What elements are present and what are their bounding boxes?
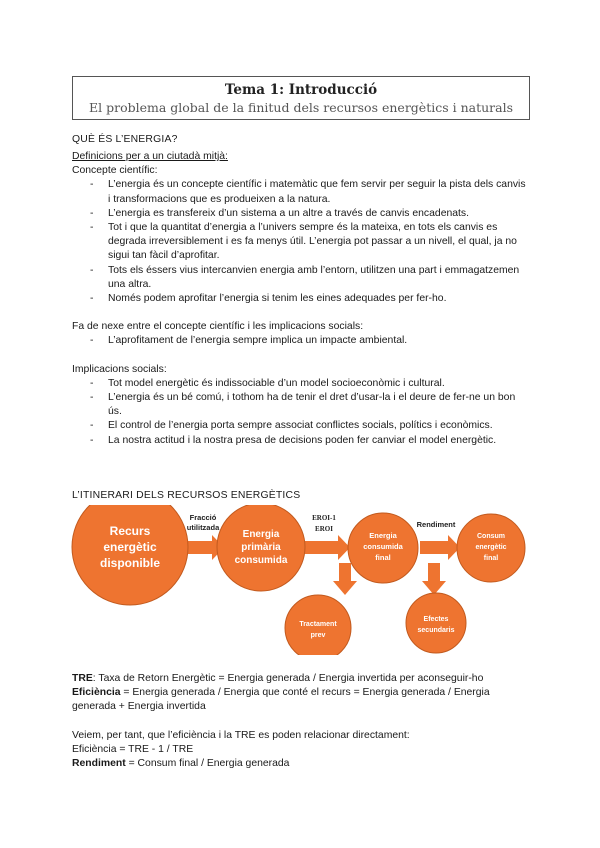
list-item: - Tot model energètic és indissociable d’un model socioeconòmic i cultural. [72,377,528,391]
title-box [72,76,530,120]
page-title: Tema 1: Introducció [224,82,378,98]
efficiency-tre-formula: Eficiència = TRE - 1 / TRE [72,743,194,755]
list-item: - Tot i que la quantitat d’energia a l’univers sempre és la mateixa, en tots els canvis es degrada irreversiblement i es fa menys útil. L’energia pot passar a un nivell, el qual, ja no sigui tan fàcil d’aprofitar. [72,221,528,264]
node-final-label-3: final [375,553,391,562]
list-item: - El control de l’energia porta sempre associat conflictes socials, polítics i econòmics. [72,419,528,433]
page-subtitle: El problema global de la finitud dels recursos energètics i naturals [89,100,513,115]
node-recurs-label-1: Recurs [109,524,151,538]
concept-list [72,178,528,306]
efficiency-term: Eficiència [72,687,121,699]
node-recurs-label-2: energètic [103,540,157,554]
arrow-down-2 [422,563,446,595]
tre-line [72,672,528,686]
formulas-block [72,672,528,771]
section-heading-energia: QUÈ ÉS L’ENERGIA? [72,134,178,145]
node-recurs [72,505,188,605]
efficiency-definition: = Energia generada / Energia que conté el recurs = Energia generada / Energia generada + Energia invertida [72,687,490,713]
arrow-3-label: Rendiment [416,520,456,529]
definitions-label: Definicions per a un ciutadà mitjà: [72,151,228,162]
list-item: - Només podem aprofitar l’energia si tenim les eines adequades per fer-ho. [72,292,528,306]
arrow-2 [302,535,350,560]
list-item: - Tots els éssers vius intercanvien energia amb l’entorn, utilitzen una part i emmagatzemen una altra. [72,264,528,292]
arrow-1-label-2: utilitzada [186,523,220,532]
list-item: - L’energia és un concepte científic i matemàtic que fem servir per seguir la pista dels canvis i transformacions que es produeixen a la natura. [72,178,528,206]
node-recurs-label-3: disponible [100,556,160,570]
concept-label: Concepte científic: [72,165,158,177]
node-efectes [406,593,466,653]
arrow-2-label-2: EROI [315,525,333,533]
list-item: - L’energia és un bé comú, i tothom ha de tenir el dret d’usar-la i el deure de fer-ne un bon ús. [72,391,528,419]
node-efectes-label-1: Efectes [423,616,449,623]
section-heading-itinerari: L’ITINERARI DELS RECURSOS ENERGÈTICS [72,490,301,501]
node-tractament-label-1: Tractament [299,621,337,628]
social-label: Implicacions socials: [72,363,167,375]
node-consum-label-1: Consum [477,533,505,540]
arrow-3 [420,535,460,560]
rendiment-line [72,757,528,771]
node-efectes-label-2: secundaris [417,627,455,634]
node-primaria-label-2: primària [241,542,281,553]
arrow-2-label-1: EROI-1 [312,514,336,522]
tre-definition: : Taxa de Retorn Energètic = Energia generada / Energia invertida per aconseguir-ho [92,673,484,684]
relation-text: Veiem, per tant, que l’eficiència i la TRE es poden relacionar directament: [72,729,410,741]
social-list [72,377,528,448]
list-item: - L’energia es transfereix d’un sistema a un altre a través de canvis encadenats. [72,207,528,221]
rendiment-term: Rendiment [72,758,126,770]
energy-flow-diagram [70,505,530,655]
node-consum-label-3: final [483,555,499,562]
section-energia-body [72,150,528,448]
link-list [72,334,528,348]
arrow-1-label-1: Fracció [189,513,217,522]
efficiency-line [72,686,528,714]
node-final-label-1: Energia [369,531,397,540]
rendiment-definition: = Consum final / Energia generada [125,758,290,770]
list-item: - L’aprofitament de l’energia sempre implica un impacte ambiental. [72,334,528,348]
link-label: Fa de nexe entre el concepte científic i les implicacions socials: [72,321,364,333]
tre-term: TRE [72,673,93,684]
arrow-down-1 [333,563,357,595]
node-primaria-label-1: Energia [242,529,280,540]
node-tractament-label-2: prev [310,632,326,639]
node-primaria-label-3: consumida [234,555,288,566]
node-consum-label-2: energètic [475,544,507,551]
node-final-label-2: consumida [363,542,403,551]
list-item: - La nostra actitud i la nostra presa de decisions poden fer canviar el model energètic. [72,434,528,448]
